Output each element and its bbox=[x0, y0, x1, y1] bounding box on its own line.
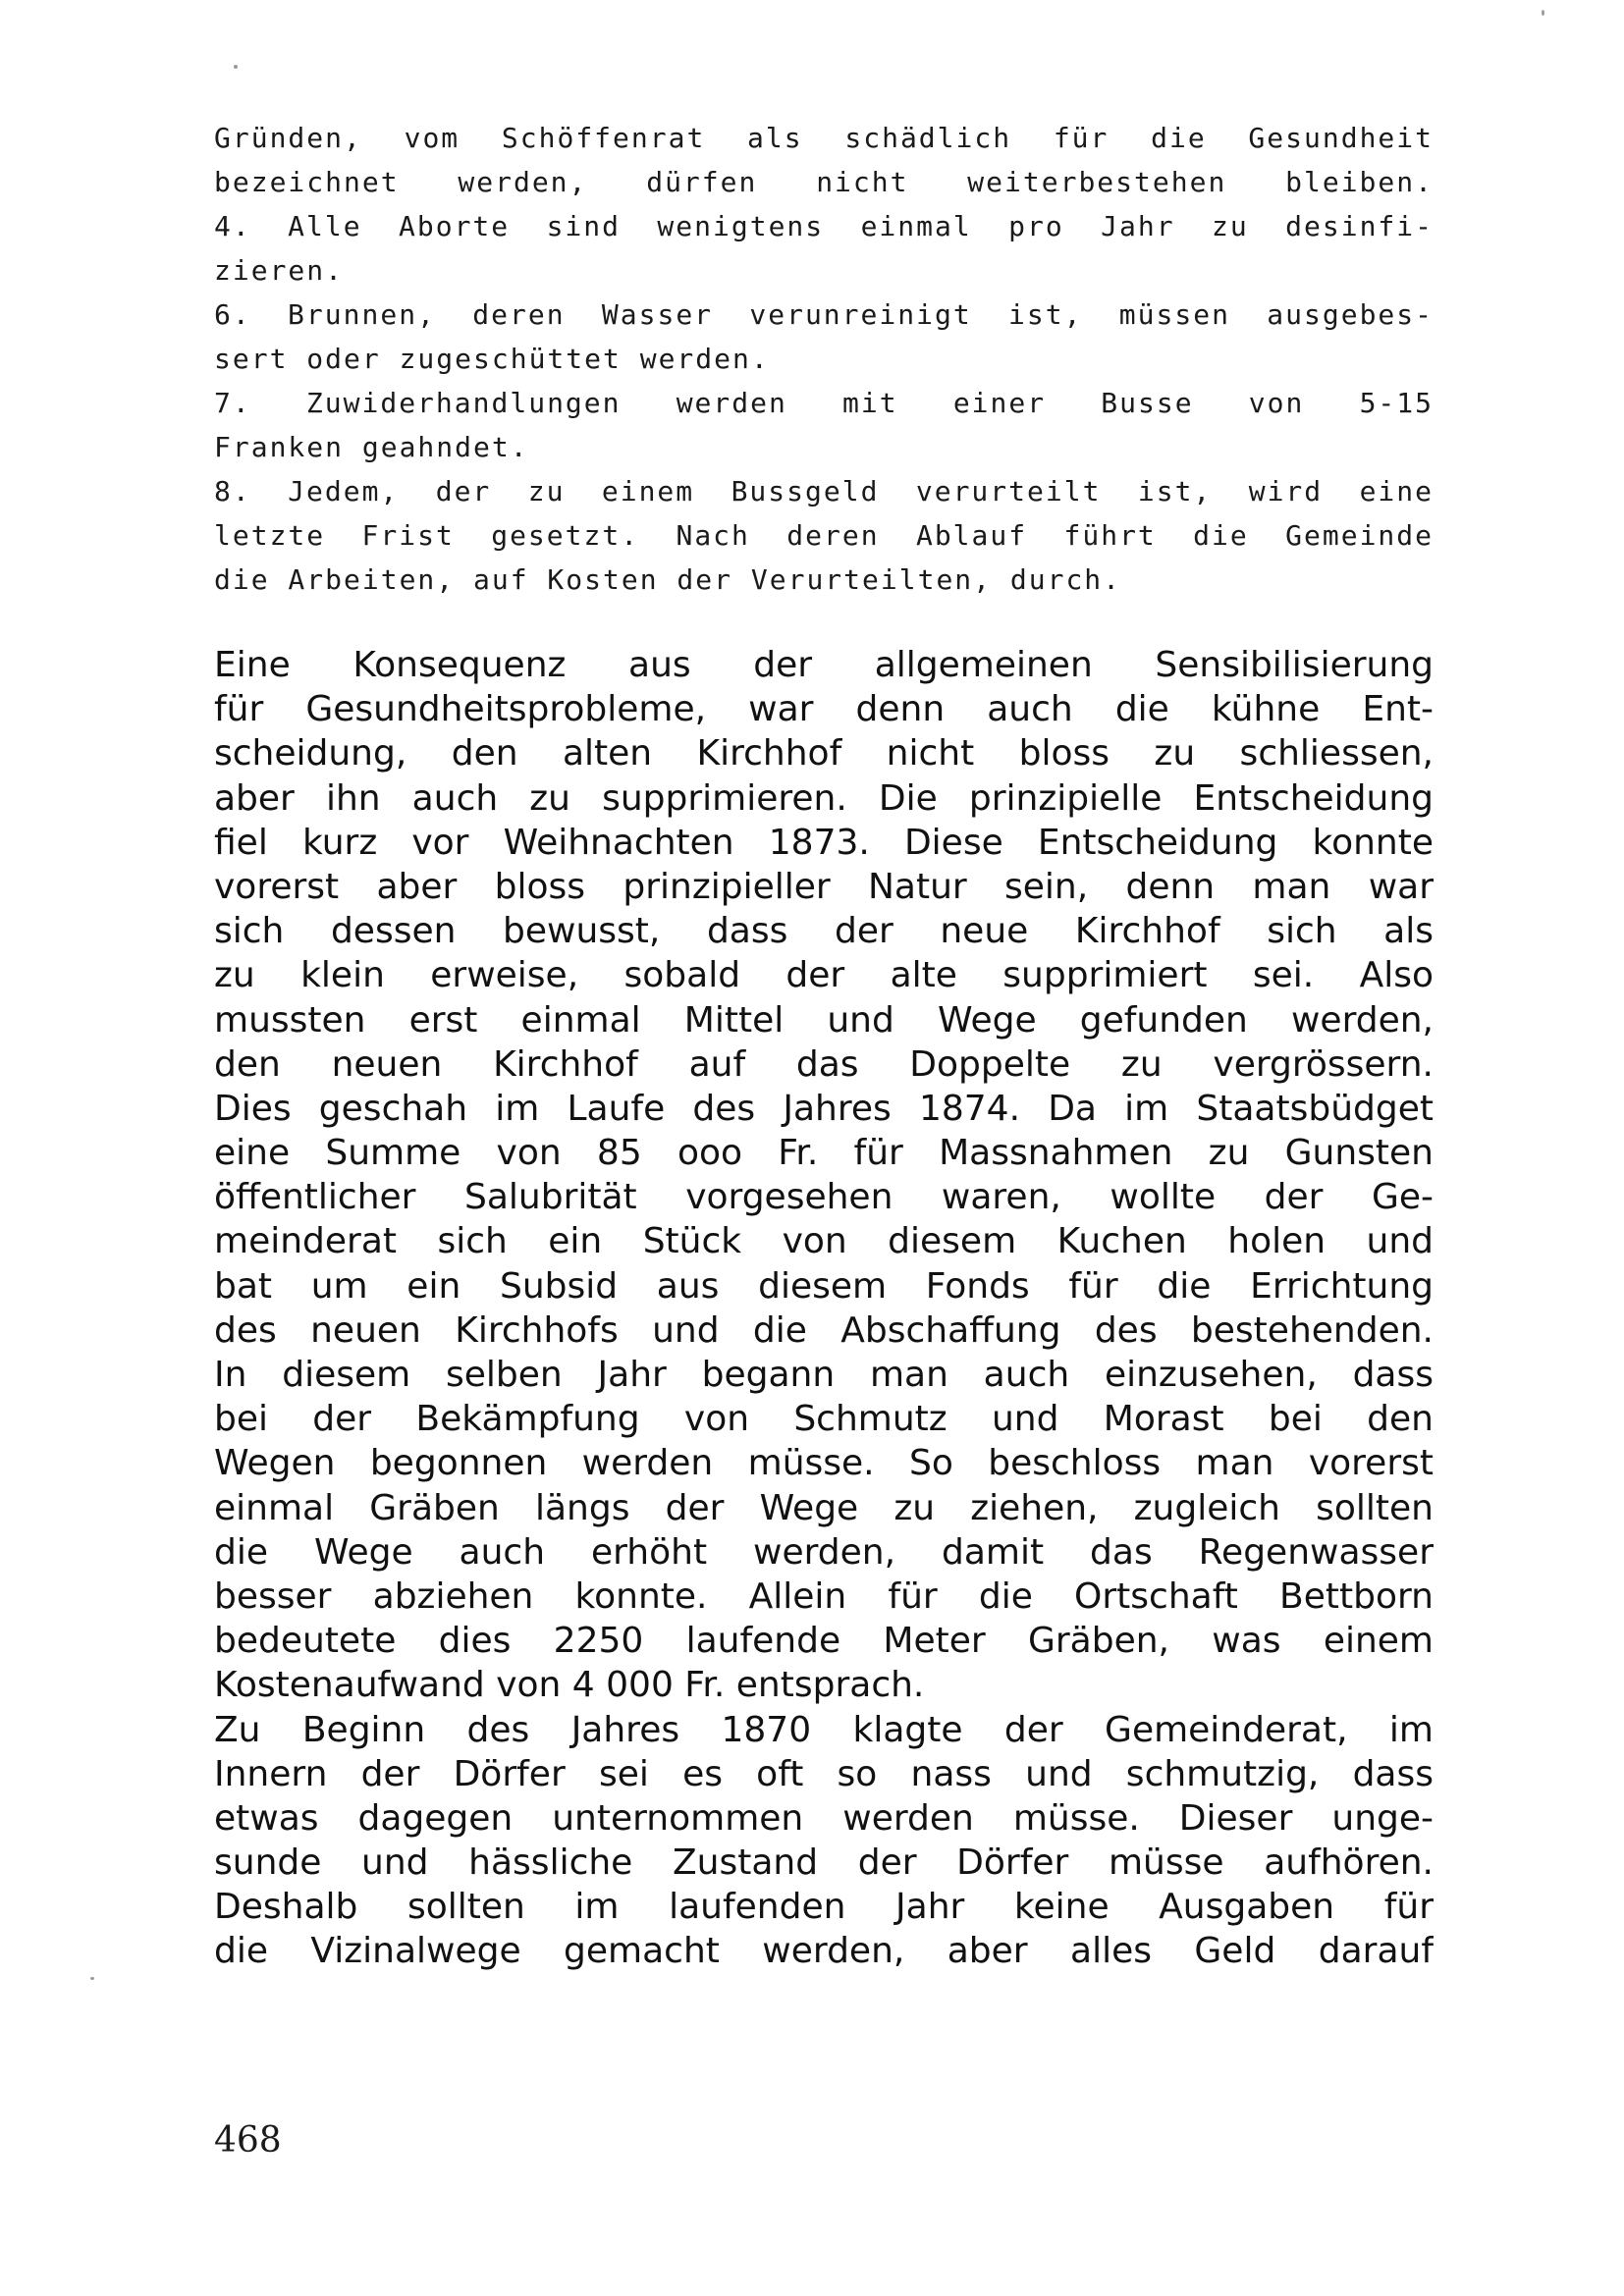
body-line: besser abziehen konnte. Allein für die Ortschaft Bettborn bbox=[214, 1575, 1434, 1617]
body-line: etwas dagegen unternommen werden müsse. Dieser unge- bbox=[214, 1797, 1434, 1839]
body-line: Dies geschah im Laufe des Jahres 1874. Da im Staatsbüdget bbox=[214, 1088, 1434, 1129]
scan-speck bbox=[90, 1977, 94, 1980]
body-line: Kostenaufwand von 4 000 Fr. entsprach. bbox=[214, 1665, 925, 1706]
typed-line: 4. Alle Aborte sind wenigtens einmal pro Jahr zu desinfi- bbox=[214, 210, 1434, 242]
body-line: sunde und hässliche Zustand der Dörfer müsse aufhören. bbox=[214, 1842, 1434, 1884]
typed-line: zieren. bbox=[214, 254, 345, 287]
body-line: fiel kurz vor Weihnachten 1873. Diese Entscheidung konnte bbox=[214, 822, 1434, 863]
scan-speck bbox=[234, 65, 238, 69]
body-line: meinderat sich ein Stück von diesem Kuchen holen und bbox=[214, 1221, 1434, 1262]
body-line: Innern der Dörfer sei es oft so nass und schmutzig, dass bbox=[214, 1753, 1434, 1794]
typed-line: letzte Frist gesetzt. Nach deren Ablauf führt die Gemeinde bbox=[214, 519, 1434, 552]
body-line: zu klein erweise, sobald der alte supprimiert sei. Also bbox=[214, 955, 1434, 996]
body-line: Deshalb sollten im laufenden Jahr keine Ausgaben für bbox=[214, 1887, 1434, 1928]
typed-line: Gründen, vom Schöffenrat als schädlich für die Gesundheit bbox=[214, 122, 1434, 154]
typed-line: sert oder zugeschüttet werden. bbox=[214, 343, 770, 375]
scan-speck bbox=[1542, 10, 1544, 16]
typed-line: 8. Jedem, der zu einem Bussgeld verurteilt ist, wird eine bbox=[214, 475, 1434, 507]
body-line: den neuen Kirchhof auf das Doppelte zu vergrössern. bbox=[214, 1043, 1434, 1085]
typed-line: die Arbeiten, auf Kosten der Verurteilten, durch. bbox=[214, 563, 1122, 596]
body-line: die Vizinalwege gemacht werden, aber alles Geld darauf bbox=[214, 1931, 1434, 1972]
body-line: die Wege auch erhöht werden, damit das Regenwasser bbox=[214, 1531, 1434, 1573]
body-line: In diesem selben Jahr begann man auch einzusehen, dass bbox=[214, 1355, 1434, 1395]
body-line: scheidung, den alten Kirchhof nicht bloss zu schliessen, bbox=[214, 733, 1434, 774]
body-line: Eine Konsequenz aus der allgemeinen Sensibilisierung bbox=[214, 645, 1434, 685]
page-number: 468 bbox=[214, 2120, 282, 2161]
typed-line: 6. Brunnen, deren Wasser verunreinigt ist, müssen ausgebes- bbox=[214, 298, 1434, 331]
body-line: mussten erst einmal Mittel und Wege gefunden werden, bbox=[214, 999, 1434, 1041]
typed-regulation-excerpt bbox=[214, 116, 1434, 602]
body-line: öffentlicher Salubrität vorgesehen waren, wollte der Ge- bbox=[214, 1177, 1434, 1218]
body-line: Zu Beginn des Jahres 1870 klagte der Gemeinderat, im bbox=[214, 1709, 1434, 1750]
body-line: bedeutete dies 2250 laufende Meter Gräben, was einem bbox=[214, 1621, 1434, 1662]
typed-line: 7. Zuwiderhandlungen werden mit einer Busse von 5-15 bbox=[214, 387, 1434, 419]
body-line: einmal Gräben längs der Wege zu ziehen, zugleich sollten bbox=[214, 1487, 1434, 1528]
body-line: Wegen begonnen werden müsse. So beschloss man vorerst bbox=[214, 1443, 1434, 1484]
body-line: bei der Bekämpfung von Schmutz und Morast bei den bbox=[214, 1399, 1434, 1440]
body-line: bat um ein Subsid aus diesem Fonds für die Errichtung bbox=[214, 1265, 1434, 1307]
typed-line: Franken geahndet. bbox=[214, 431, 529, 463]
body-line: eine Summe von 85 ooo Fr. für Massnahmen zu Gunsten bbox=[214, 1133, 1434, 1174]
body-line: sich dessen bewusst, dass der neue Kirchhof sich als bbox=[214, 911, 1434, 952]
body-line: aber ihn auch zu supprimieren. Die prinzipielle Entscheidung bbox=[214, 777, 1434, 819]
body-text bbox=[214, 643, 1434, 1974]
body-line: für Gesundheitsprobleme, war denn auch die kühne Ent- bbox=[214, 689, 1434, 730]
body-line: vorerst aber bloss prinzipieller Natur sein, denn man war bbox=[214, 866, 1434, 907]
typed-line: bezeichnet werden, dürfen nicht weiterbestehen bleiben. bbox=[214, 166, 1434, 198]
body-line: des neuen Kirchhofs und die Abschaffung des bestehenden. bbox=[214, 1309, 1434, 1351]
